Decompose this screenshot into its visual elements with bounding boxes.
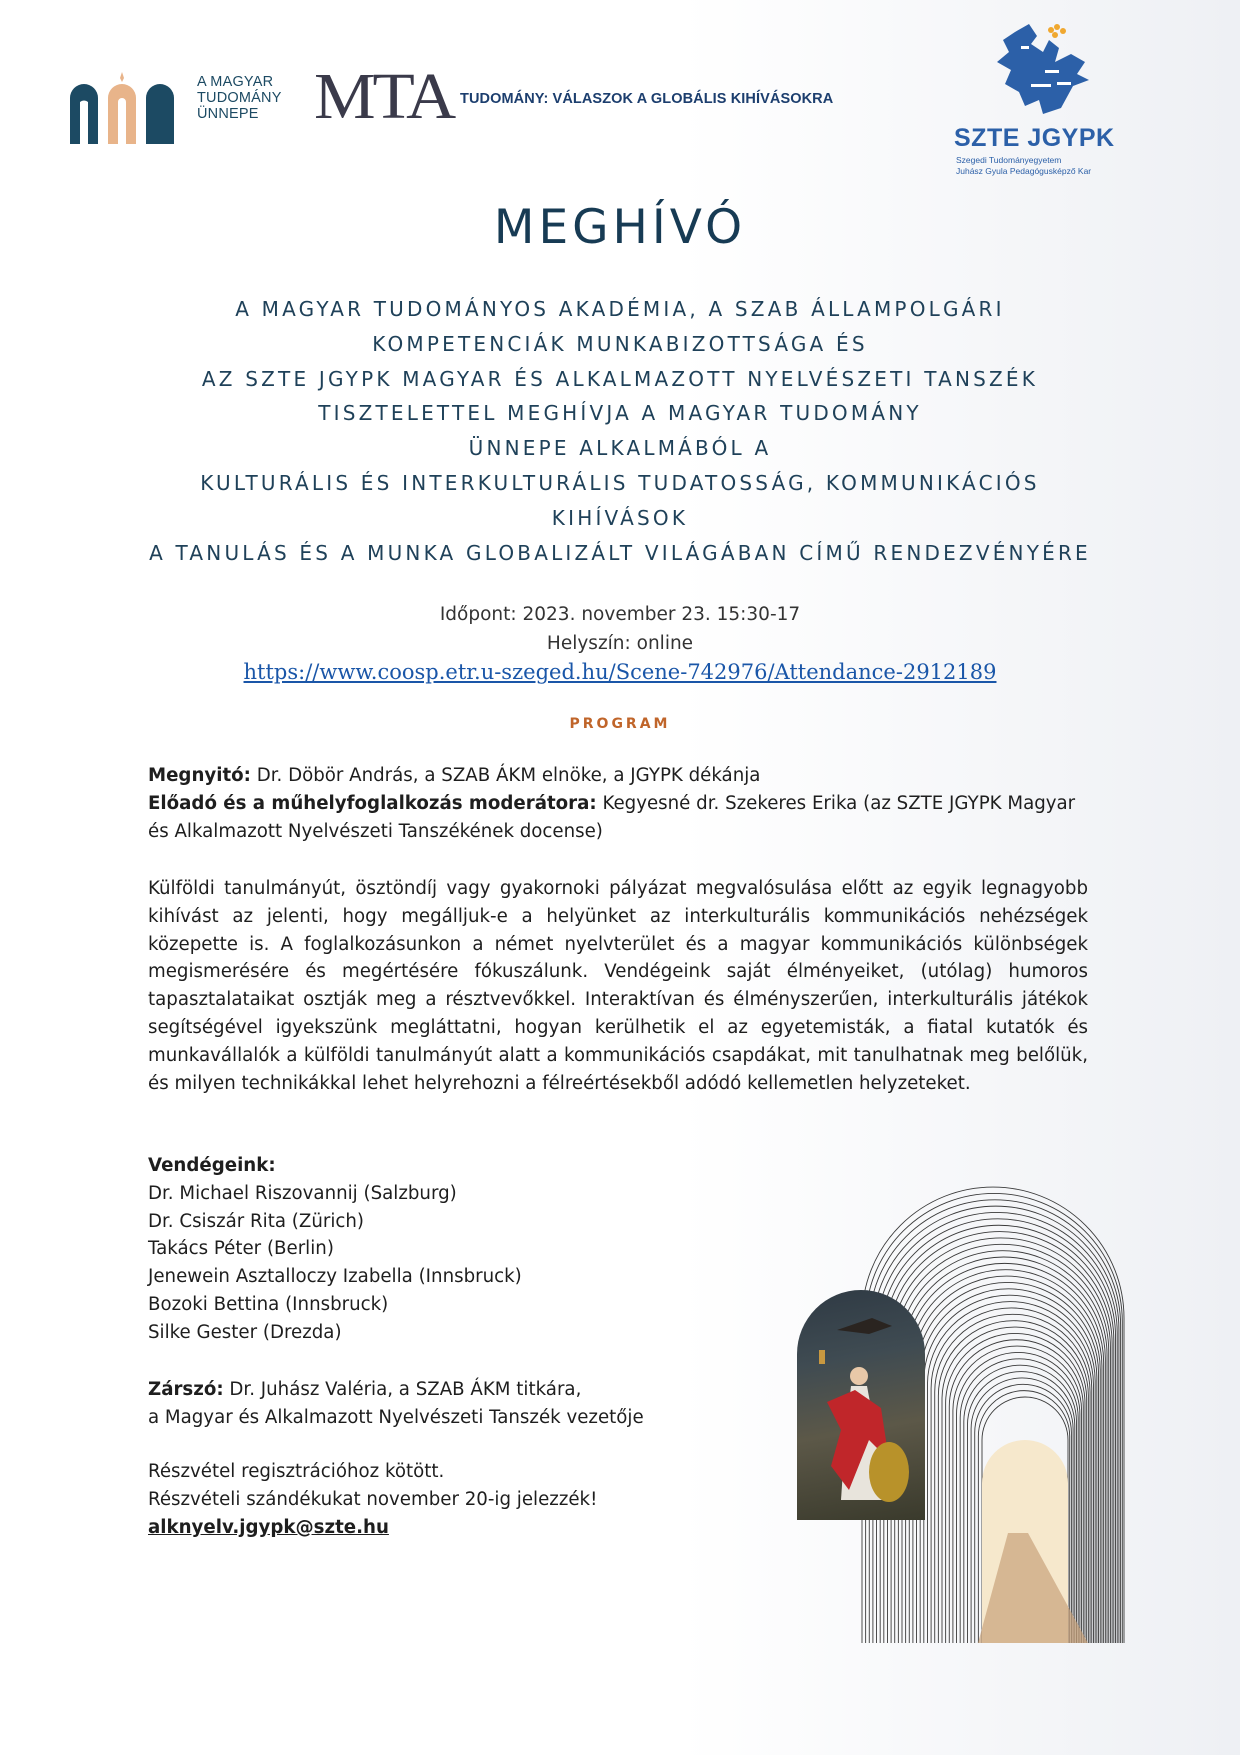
painting-figure bbox=[797, 1290, 925, 1520]
guests-heading: Vendégeink: bbox=[148, 1155, 276, 1176]
mtu-line-1: A MAGYAR bbox=[197, 74, 274, 90]
event-time: Időpont: 2023. november 23. 15:30-17 bbox=[439, 604, 801, 625]
invitation-intro bbox=[100, 292, 1140, 570]
registration-line-2: Részvételi szándékukat november 20-ig jelezzék! bbox=[148, 1488, 598, 1510]
allegorical-painting-image bbox=[797, 1290, 925, 1520]
mtu-logo-text bbox=[197, 74, 282, 122]
szte-jgypk-name: SZTE JGYPK bbox=[954, 124, 1115, 152]
event-link-container bbox=[0, 660, 1240, 684]
intro-line: A MAGYAR TUDOMÁNYOS AKADÉMIA, A SZAB ÁLLAMPOLGÁRI bbox=[235, 297, 1005, 321]
contact-email-link[interactable]: alknyelv.jgypk@szte.hu bbox=[148, 1516, 389, 1538]
speakers-block bbox=[148, 762, 1088, 845]
closing-text: Dr. Juhász Valéria, a SZAB ÁKM titkára, bbox=[223, 1379, 582, 1400]
intro-line: TISZTELETTEL MEGHÍVJA A MAGYAR TUDOMÁNY bbox=[318, 401, 922, 426]
opening-line bbox=[148, 762, 1088, 790]
guest-item: Dr. Csiszár Rita (Zürich) bbox=[148, 1210, 365, 1232]
intro-line: ÜNNEPE ALKALMÁBÓL A bbox=[468, 436, 772, 461]
presenter-text: Kegyesné dr. Szekeres Erika (az SZTE JGYPK Magyar és Alkalmazott Nyelvészeti Tanszékének docense) bbox=[148, 792, 1076, 842]
intro-line: KOMPETENCIÁK MUNKABIZOTTSÁGA ÉS bbox=[372, 331, 868, 356]
mtu-line-2: TUDOMÁNY bbox=[197, 90, 282, 106]
szte-subtitle bbox=[956, 155, 1091, 177]
guest-item: Jenewein Asztalloczy Izabella (Innsbruck) bbox=[148, 1266, 522, 1288]
intro-line: KIHÍVÁSOK bbox=[551, 505, 689, 530]
intro-line: KULTURÁLIS ÉS INTERKULTURÁLIS TUDATOSSÁG, KOMMUNIKÁCIÓS bbox=[200, 470, 1040, 495]
presenter-line bbox=[148, 790, 1088, 846]
guest-item: Silke Gester (Drezda) bbox=[148, 1321, 342, 1343]
intro-line: A TANULÁS ÉS A MUNKA GLOBALIZÁLT VILÁGÁBAN CÍMŰ RENDEZVÉNYÉRE bbox=[149, 540, 1091, 565]
opening-label: Megnyitó: bbox=[148, 765, 251, 786]
szte-bird-emblem-icon bbox=[985, 22, 1095, 122]
program-heading: PROGRAM bbox=[569, 716, 671, 732]
szte-sub-line-2: Juhász Gyula Pedagógusképző Kar bbox=[956, 166, 1092, 176]
mta-logo: MTA bbox=[314, 60, 454, 133]
szte-sub-line-1: Szegedi Tudományegyetem bbox=[956, 155, 1062, 165]
magyar-tudomany-unnepe-logo bbox=[68, 72, 178, 144]
page-title: MEGHÍVÓ bbox=[493, 200, 747, 255]
event-place: Helyszín: online bbox=[546, 633, 694, 654]
header-tagline: TUDOMÁNY: VÁLASZOK A GLOBÁLIS KIHÍVÁSOKRA bbox=[460, 91, 834, 107]
description-paragraph: Külföldi tanulmányút, ösztöndíj vagy gyakornoki pályázat megvalósulása előtt az egyik legnagyobb kihívást az jelenti, hogy megálljuk-e a helyünket az interkulturális kommunikációs nehézségek közepette is. A foglalkozásunkon a német nyelvterület és a magyar kommunikációs különbségek megismerésére és megértésére fókuszálunk. Vendégeink saját élményeiket, (utólag) humoros tapasztalataikat osztják meg a résztvevőkkel. Interaktívan és élményszerűen, interkulturális játékok segítségével igyekszünk megláttatni, hogyan kerülhetik el az egyetemisták, a fiatal kutatók és munkavállalók a külföldi tanulmányút alatt a kommunikációs csapdákat, mit tanulhatnak meg belőlük, és milyen technikákkal lehet helyrehozni a félreértésekből adódó kellemetlen helyzeteket. bbox=[148, 878, 1088, 1094]
guest-item: Takács Péter (Berlin) bbox=[148, 1238, 334, 1260]
guest-item: Bozoki Bettina (Innsbruck) bbox=[148, 1293, 389, 1315]
registration-line-1: Részvétel regisztrációhoz kötött. bbox=[148, 1461, 445, 1482]
intro-line: AZ SZTE JGYPK MAGYAR ÉS ALKALMAZOTT NYELVÉSZETI TANSZÉK bbox=[201, 366, 1039, 391]
closing-line-2: a Magyar és Alkalmazott Nyelvészeti Tanszék vezetője bbox=[148, 1406, 644, 1428]
opening-text: Dr. Döbör András, a SZAB ÁKM elnöke, a JGYPK dékánja bbox=[250, 765, 761, 786]
closing-label: Zárszó: bbox=[148, 1379, 224, 1400]
presenter-label: Előadó és a műhelyfoglalkozás moderátora: bbox=[148, 792, 597, 814]
mtu-line-3: ÜNNEPE bbox=[197, 106, 259, 122]
attendance-link[interactable]: https://www.coosp.etr.u-szeged.hu/Scene-742976/Attendance-2912189 bbox=[243, 660, 997, 684]
guest-item: Dr. Michael Riszovannij (Salzburg) bbox=[148, 1182, 457, 1204]
